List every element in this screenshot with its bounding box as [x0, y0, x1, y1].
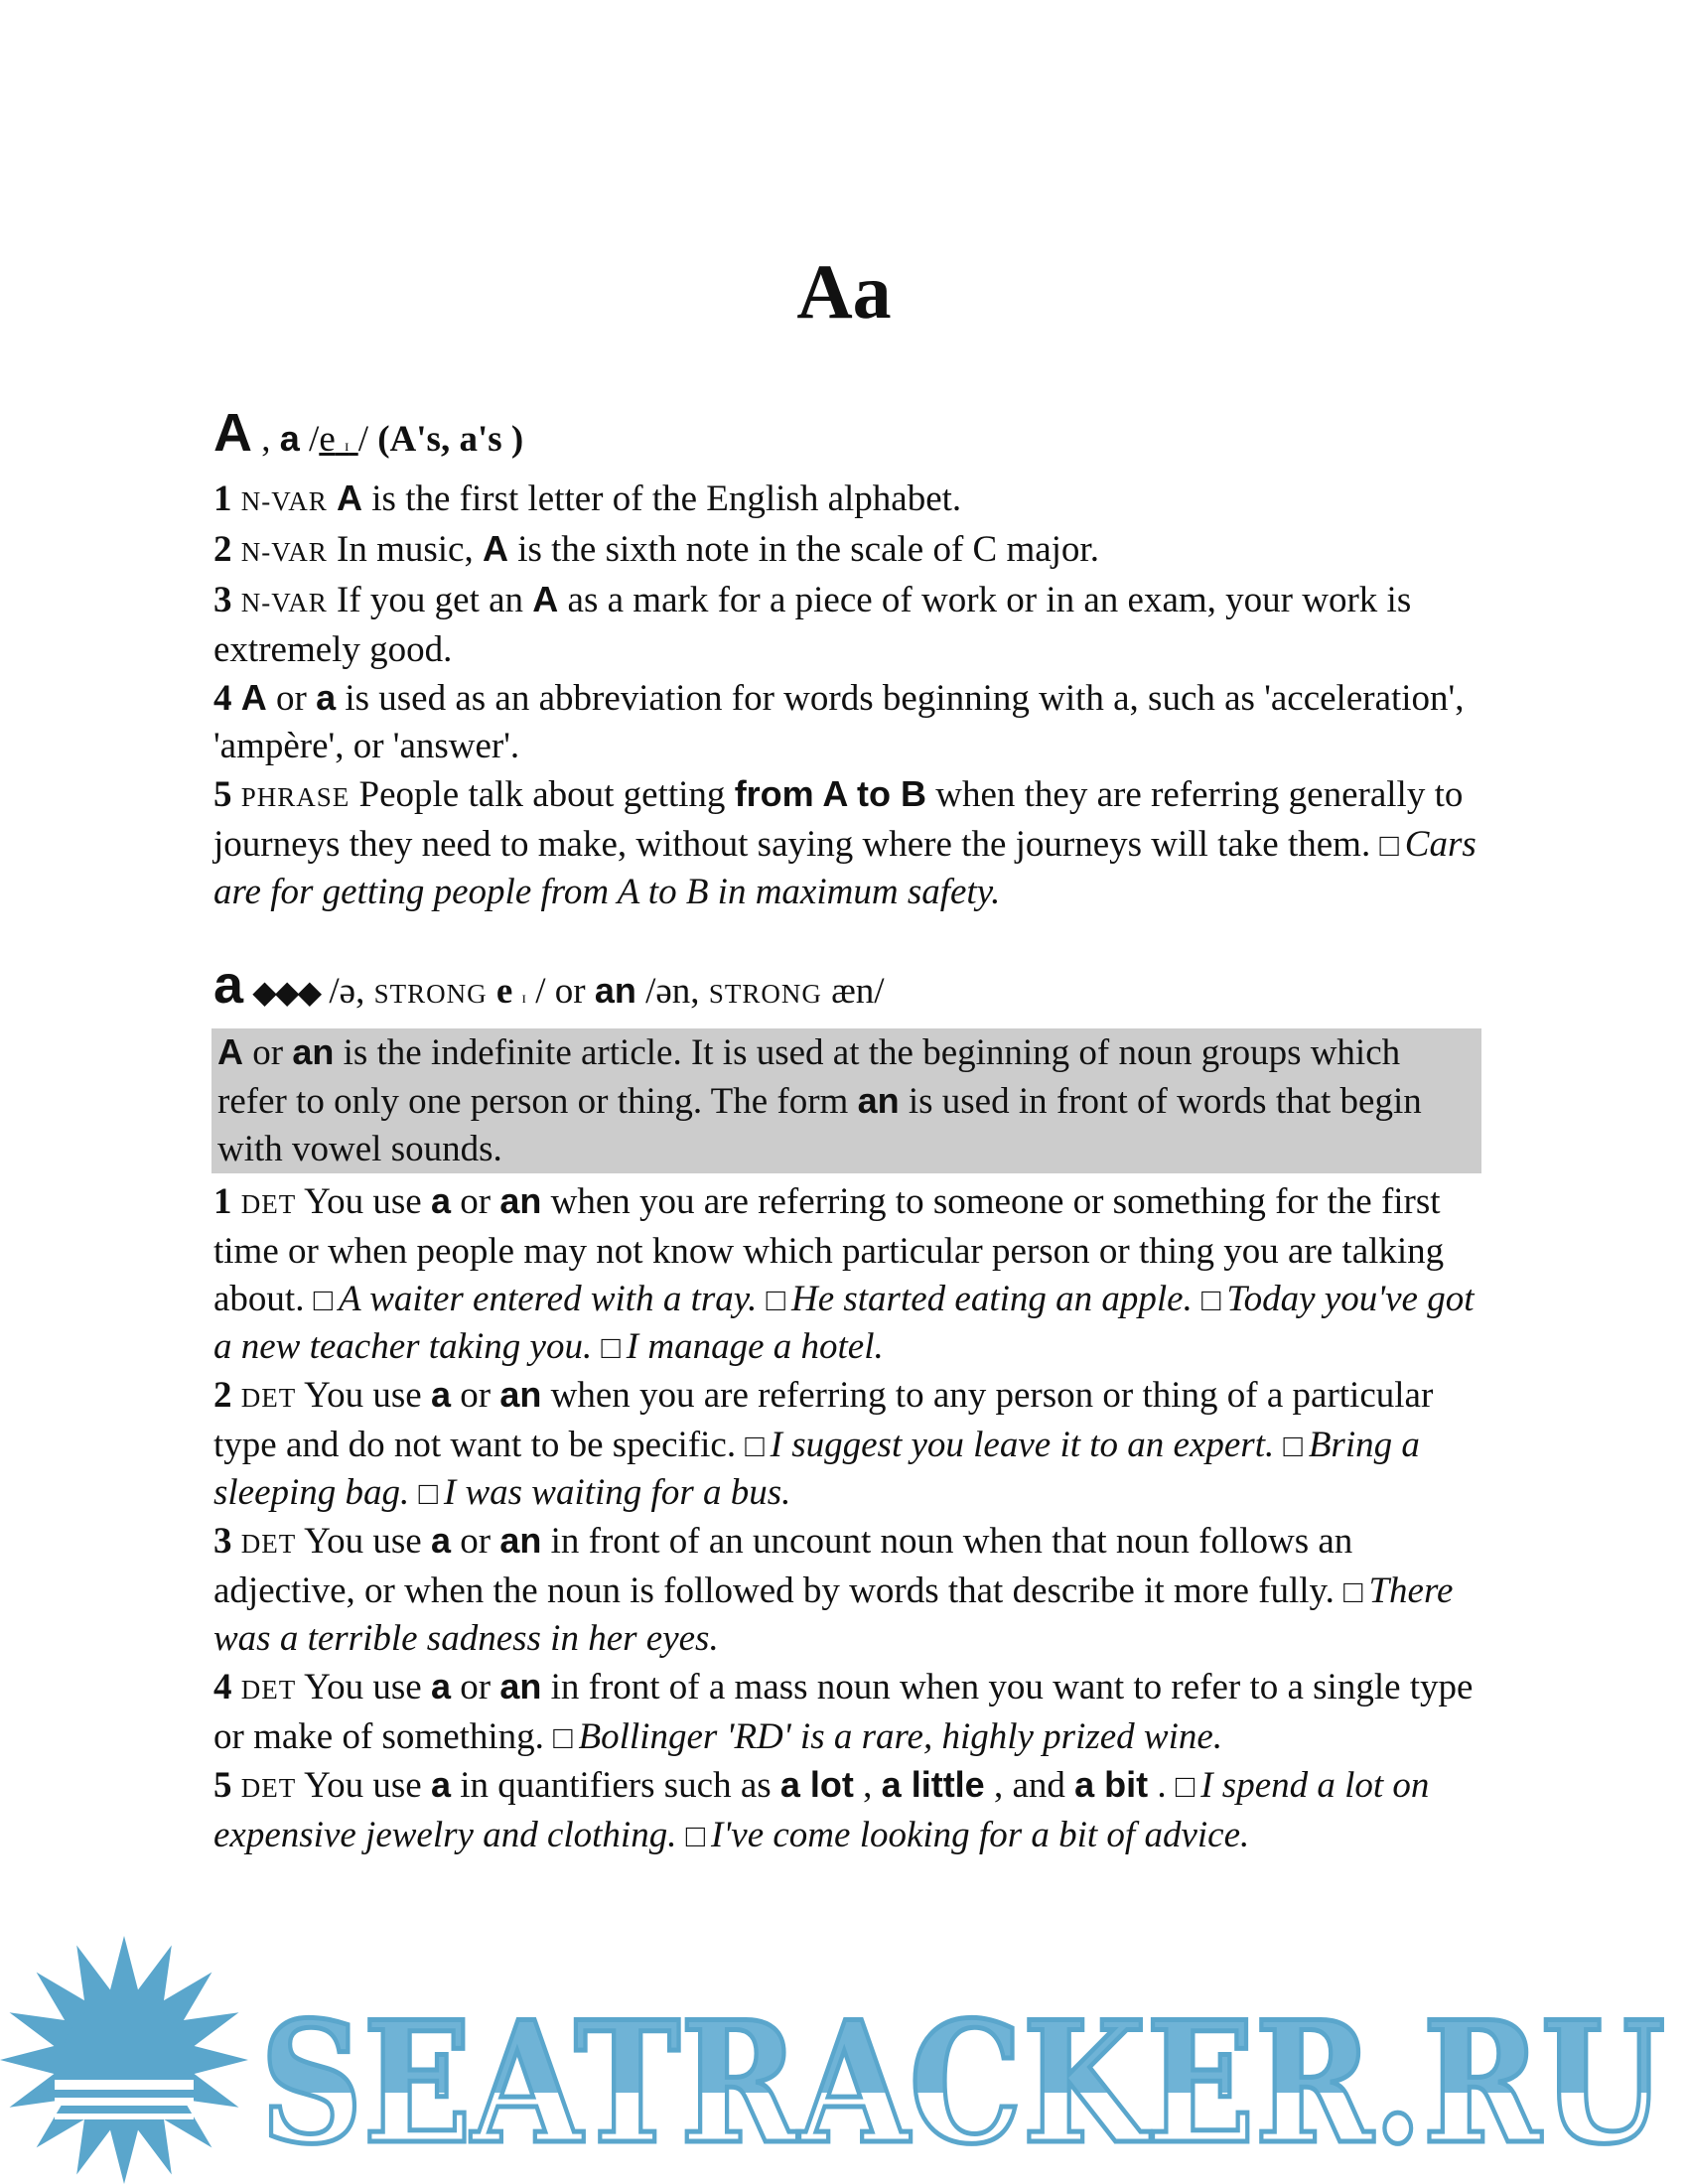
pronunciation: [319, 419, 357, 460]
example: There was a terrible sadness in her eyes.: [213, 1570, 1454, 1659]
sense-number: 4: [213, 678, 232, 719]
part-of-speech: N-VAR: [240, 537, 328, 567]
example-box-icon: □: [1175, 1768, 1196, 1804]
headword: A: [213, 403, 252, 463]
keyword: an: [499, 1666, 542, 1706]
definition-pre: You use: [304, 1765, 431, 1806]
example-box-icon: □: [1379, 827, 1399, 863]
keyword: from A to B: [734, 773, 926, 814]
keyword: a: [316, 677, 337, 718]
sense-number: 2: [213, 1375, 232, 1416]
sense-number: 5: [213, 774, 232, 815]
strong-label: STRONG: [708, 979, 822, 1009]
pron-3: /ən,: [645, 971, 700, 1012]
pron-tiny: ɪ: [345, 438, 350, 455]
keyword: A: [482, 528, 508, 569]
pron-1: /ə,: [329, 971, 365, 1012]
sense-2: [213, 525, 1479, 576]
definition: when you are referring to someone or something for the first time or when people may not know which particular person or thing you are talking about.: [213, 1181, 1445, 1319]
sense-number: 4: [213, 1667, 232, 1707]
keyword: an: [292, 1031, 335, 1072]
keyword: an: [499, 1520, 542, 1561]
keyword: an: [857, 1080, 900, 1121]
example: Bring a sleeping bag.: [213, 1425, 1420, 1513]
definition-pre: You use: [304, 1667, 431, 1707]
example-box-icon: □: [685, 1818, 706, 1853]
entry-headline: [213, 955, 1479, 1023]
headword-variant: a: [279, 418, 300, 459]
example-box-icon: □: [601, 1329, 621, 1365]
sense-1: [213, 475, 1479, 525]
entry-intro-box: [211, 1028, 1481, 1173]
keyword: A: [532, 579, 559, 619]
keyword: a little: [881, 1764, 985, 1805]
keyword: a: [430, 1666, 451, 1706]
headword-comma: ,: [261, 419, 271, 460]
sun-logo-icon: [0, 1936, 248, 2184]
keyword: a bit: [1074, 1764, 1149, 1805]
example: A waiter entered with a tray.: [339, 1279, 758, 1319]
sense-3: [213, 1517, 1479, 1663]
pron-close: /: [357, 419, 368, 460]
pron-open: /: [309, 419, 320, 460]
sense-number: 2: [213, 529, 232, 570]
keyword: a: [430, 1180, 451, 1221]
example-box-icon: □: [418, 1475, 438, 1511]
definition-pre: People talk about getting: [358, 774, 735, 815]
watermark: [0, 1931, 1688, 2184]
part-of-speech: DET: [240, 1773, 297, 1803]
pron-4: æn/: [831, 971, 885, 1012]
keyword: a: [430, 1764, 451, 1805]
sense-2: [213, 1371, 1479, 1517]
sense-number: 3: [213, 1521, 232, 1562]
frequency-stars-icon: ◆◆◆: [252, 974, 321, 1010]
pron-text: e: [319, 419, 336, 460]
example-box-icon: □: [553, 1719, 573, 1755]
example: Bollinger 'RD' is a rare, highly prized wine.: [578, 1716, 1223, 1757]
example: I manage a hotel.: [626, 1326, 884, 1367]
headword: a: [213, 955, 244, 1015]
definition: when they are referring generally to journeys they need to make, without saying where the journeys will take them.: [213, 774, 1464, 865]
example: I suggest you leave it to an expert.: [770, 1425, 1275, 1465]
intro-text: or: [243, 1032, 293, 1073]
example: Cars are for getting people from A to B in maximum safety.: [213, 824, 1477, 912]
keyword: an: [499, 1180, 542, 1221]
definition: is the first letter of the English alphabet.: [362, 478, 962, 519]
sense-number: 5: [213, 1765, 232, 1806]
pron-tiny: ɪ: [521, 990, 526, 1007]
entry-headline: [213, 403, 1479, 471]
example: I've come looking for a bit of advice.: [711, 1815, 1250, 1855]
part-of-speech: PHRASE: [240, 782, 351, 812]
pron-2: e: [495, 971, 513, 1012]
definition-mid: or: [451, 1667, 500, 1707]
sense-number: 1: [213, 478, 232, 519]
sense-3: [213, 576, 1479, 674]
definition: in front of a mass noun when you want to refer to a single type or make of something.: [213, 1667, 1474, 1757]
definition-mid: or: [266, 678, 317, 719]
part-of-speech: DET: [240, 1189, 297, 1219]
definition: in quantifiers such as: [451, 1765, 780, 1806]
part-of-speech: N-VAR: [240, 486, 328, 516]
keyword: a: [430, 1374, 451, 1415]
example: I spend a lot on expensive jewelry and clothing.: [213, 1765, 1430, 1855]
dictionary-entry-a: [213, 955, 1479, 1859]
example-box-icon: □: [313, 1282, 334, 1317]
definition-pre: If you get an: [337, 580, 533, 620]
keyword: a: [430, 1520, 451, 1561]
sense-4: [213, 674, 1479, 770]
example-box-icon: □: [1343, 1573, 1363, 1609]
plural-forms: (A's, a's ): [377, 419, 524, 460]
definition-mid: or: [451, 1181, 500, 1222]
example: I was waiting for a bus.: [443, 1472, 791, 1513]
definition-pre: You use: [304, 1181, 431, 1222]
definition: when you are referring to any person or thing of a particular type and do not want to be specific.: [213, 1375, 1434, 1465]
part-of-speech: DET: [240, 1529, 297, 1559]
keyword: an: [499, 1374, 542, 1415]
part-of-speech: N-VAR: [240, 588, 328, 617]
keyword: A: [337, 478, 363, 518]
definition: is used as an abbreviation for words beginning with a, such as 'acceleration', 'ampère', or 'answer'.: [213, 678, 1465, 766]
definition-mid: or: [451, 1375, 500, 1416]
definition: , and: [984, 1765, 1075, 1806]
example-box-icon: □: [766, 1282, 785, 1317]
part-of-speech: DET: [240, 1675, 297, 1705]
definition-pre: You use: [304, 1375, 431, 1416]
pron-2-close: / or: [535, 971, 586, 1012]
example: Today you've got a new teacher taking you.: [213, 1279, 1475, 1367]
definition: is the sixth note in the scale of C major.: [507, 529, 1099, 570]
sense-number: 3: [213, 580, 232, 620]
headword-variant: an: [594, 970, 636, 1011]
intro-text: is used in front of words that begin with vowel sounds.: [217, 1081, 1422, 1169]
example-box-icon: □: [1283, 1428, 1303, 1463]
intro-text: is the indefinite article. It is used at the beginning of noun groups which refer to only one person or thing. The form: [217, 1032, 1401, 1122]
keyword: A: [217, 1031, 243, 1072]
sense-4: [213, 1663, 1479, 1761]
example-box-icon: □: [745, 1428, 765, 1463]
sense-5: [213, 770, 1479, 916]
sense-number: 1: [213, 1181, 232, 1222]
watermark-text: SEATRACKER.RU: [260, 1984, 1665, 2181]
dictionary-entry-A: [213, 403, 1479, 916]
definition-pre: In music,: [337, 529, 483, 570]
definition: .: [1148, 1765, 1167, 1806]
definition: ,: [853, 1765, 882, 1806]
definition-pre: You use: [304, 1521, 431, 1562]
part-of-speech: DET: [240, 1383, 297, 1413]
strong-label: STRONG: [373, 979, 488, 1009]
sense-5: [213, 1761, 1479, 1859]
definition-mid: or: [451, 1521, 500, 1562]
definition: as a mark for a piece of work or in an exam, your work is extremely good.: [213, 580, 1412, 670]
page-title: Aa: [796, 248, 892, 335]
example-box-icon: □: [1201, 1282, 1221, 1317]
keyword: A: [240, 677, 267, 718]
sense-1: [213, 1177, 1479, 1371]
keyword: a lot: [779, 1764, 854, 1805]
example: He started eating an apple.: [790, 1279, 1193, 1319]
definition: in front of an uncount noun when that noun follows an adjective, or when the noun is followed by words that describe it more fully.: [213, 1521, 1353, 1611]
